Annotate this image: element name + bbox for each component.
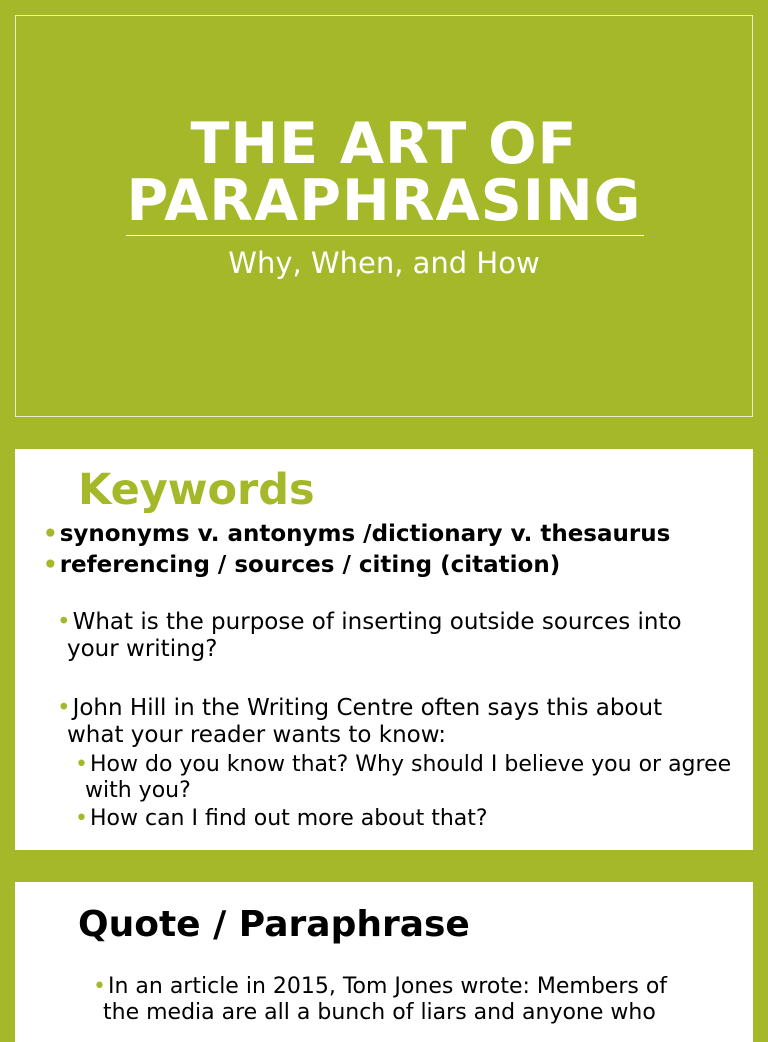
title-divider — [126, 235, 644, 236]
quote-slide — [15, 882, 753, 1042]
bullet-dot: • — [93, 974, 106, 999]
sub-bullet — [75, 806, 735, 832]
question-bullet — [57, 609, 697, 663]
bullet-dot: • — [57, 695, 71, 721]
keywords-heading: Keywords — [78, 465, 315, 515]
sub-bullet — [75, 752, 735, 804]
bullet-text: John Hill in the Writing Centre often says this about what your reader wants to know: — [67, 695, 663, 748]
bullet-dot: • — [75, 752, 88, 777]
presentation-title: THE ART OF PARAPHRASING — [126, 111, 642, 234]
quote-heading: Quote / Paraphrase — [78, 904, 470, 945]
keywords-slide — [15, 449, 753, 850]
quote-bullet — [93, 974, 703, 1026]
question-bullet — [57, 695, 717, 749]
keyword-bullet — [43, 519, 670, 550]
quote-text: In an article in 2015, Tom Jones wrote: Members of the media are all a bunch of liars and anyone who — [103, 974, 668, 1025]
bullet-dot: • — [43, 521, 58, 547]
sub-bullet-text: How do you know that? Why should I believe you or agree with you? — [85, 752, 732, 803]
keyword-bullet — [43, 550, 560, 581]
bullet-dot: • — [57, 609, 71, 635]
keyword-text: synonyms v. antonyms /dictionary v. thesaurus — [59, 521, 671, 547]
bullet-dot: • — [75, 806, 88, 831]
presentation-subtitle: Why, When, and How — [228, 246, 540, 280]
keyword-text: referencing / sources / citing (citation) — [59, 552, 561, 578]
sub-bullet-text: How can I find out more about that? — [89, 806, 488, 831]
bullet-text: What is the purpose of inserting outside sources into your writing? — [67, 609, 682, 662]
bullet-dot: • — [43, 552, 58, 578]
title-slide — [15, 15, 753, 417]
